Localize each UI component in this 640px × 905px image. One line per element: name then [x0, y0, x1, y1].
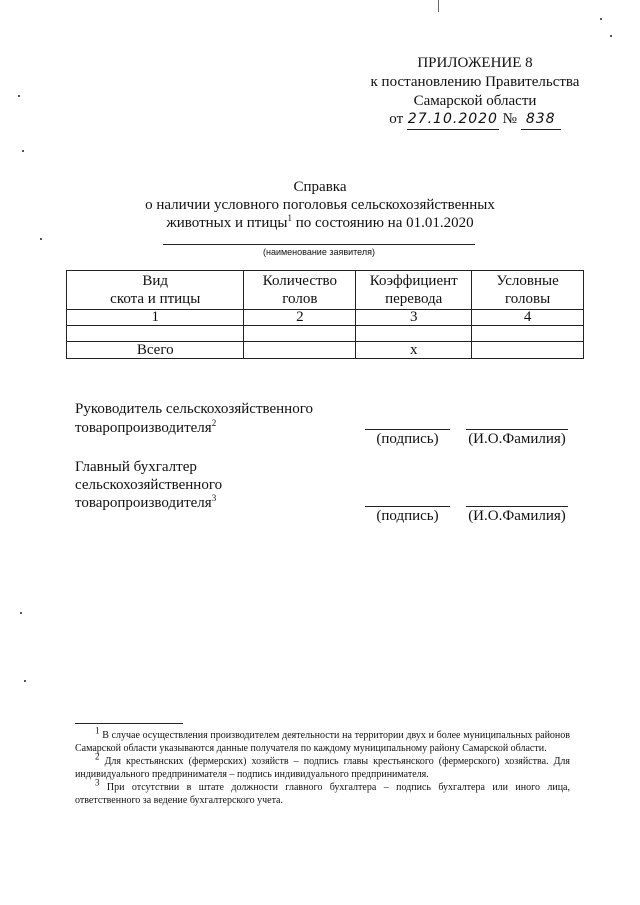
head-signature-caption: (подпись)	[376, 431, 439, 447]
table-total-row	[67, 342, 584, 359]
scan-speck	[610, 35, 612, 37]
scan-mark	[438, 0, 439, 12]
header-cell-conditional: Условные головы	[472, 271, 584, 310]
scan-speck	[40, 238, 42, 240]
footnote-2: $^2$ Для крестьянских (фермерских) хозяйств – подпись главы крестьянского (фермерского) хозяйства. Для индивидуального предпринимателя – подпись индивидуального предпринимателя.	[75, 751, 570, 780]
doc-subtitle-line2	[100, 214, 540, 233]
subtitle-part1: животных и птицы	[166, 215, 288, 231]
accountant-name-caption: (И.О.Фамилия)	[468, 508, 566, 524]
appendix-date-row	[330, 110, 620, 130]
total-label: Всего	[67, 342, 244, 359]
head-name-caption: (И.О.Фамилия)	[468, 431, 566, 447]
appendix-title: ПРИЛОЖЕНИЕ 8	[417, 55, 533, 71]
column-number: 1	[67, 310, 244, 326]
head-label-line2: товаропроизводителя$^2$	[75, 418, 217, 436]
footnote-separator	[75, 723, 183, 724]
accountant-label-line3: товаропроизводителя$^3$	[75, 493, 217, 511]
footnote-ref-3: 3	[211, 493, 217, 503]
number-value: 838	[521, 110, 561, 130]
total-conditional	[472, 342, 584, 359]
table-cell	[67, 326, 244, 342]
table-header-row	[67, 271, 584, 310]
footnotes	[75, 725, 570, 807]
scan-speck	[20, 612, 22, 614]
table-row	[67, 326, 584, 342]
header-cell-type: Вид скота и птицы	[67, 271, 244, 310]
accountant-label-line2: сельскохозяйственного	[75, 477, 223, 493]
table-cell	[244, 326, 356, 342]
scan-speck	[600, 18, 602, 20]
accountant-name-line	[466, 506, 568, 507]
doc-subtitle-line1: о наличии условного поголовья сельскохозяйственных	[145, 197, 495, 213]
accountant-signature-caption: (подпись)	[376, 508, 439, 524]
header-cell-coefficient: Коэффициент перевода	[356, 271, 472, 310]
applicant-caption: (наименование заявителя)	[262, 247, 376, 257]
column-number: 3	[356, 310, 472, 326]
table-cell	[356, 326, 472, 342]
footnote-3: $^3$ При отсутствии в штате должности главного бухгалтера – подпись бухгалтера или иного лица, ответственного за ведение бухгалтерского учета.	[75, 777, 570, 806]
accountant-label-line1: Главный бухгалтер	[75, 459, 197, 475]
total-coefficient: x	[356, 342, 472, 359]
scan-speck	[24, 680, 26, 682]
total-count	[244, 342, 356, 359]
footnote-ref-2: 2	[211, 418, 217, 428]
head-label-line1: Руководитель сельскохозяйственного	[75, 401, 313, 417]
livestock-table	[66, 270, 584, 359]
head-signature-line	[365, 429, 450, 430]
table-cell	[472, 326, 584, 342]
head-name-line	[466, 429, 568, 430]
date-prefix: от	[389, 111, 404, 127]
doc-title: Справка	[293, 179, 347, 195]
scan-speck	[22, 150, 24, 152]
footnote-1: $^1$ В случае осуществления производителем деятельности на территории двух и более муниципальных районов Самарской области указываются данные получателя по каждому муниципальному району Самарской области.	[75, 725, 570, 754]
column-number: 4	[472, 310, 584, 326]
date-value: 27.10.2020	[407, 110, 499, 130]
column-number: 2	[244, 310, 356, 326]
number-prefix: №	[502, 111, 517, 127]
subtitle-part2: по состоянию на 01.01.2020	[291, 215, 474, 231]
footnote-ref-1: 1	[287, 213, 292, 223]
appendix-line2: Самарской области	[413, 93, 537, 109]
applicant-name-line	[163, 244, 475, 245]
accountant-signature-line	[365, 506, 450, 507]
appendix-line1: к постановлению Правительства	[370, 74, 580, 90]
header-cell-count: Количество голов	[244, 271, 356, 310]
scan-speck	[18, 95, 20, 97]
table-number-row	[67, 310, 584, 326]
